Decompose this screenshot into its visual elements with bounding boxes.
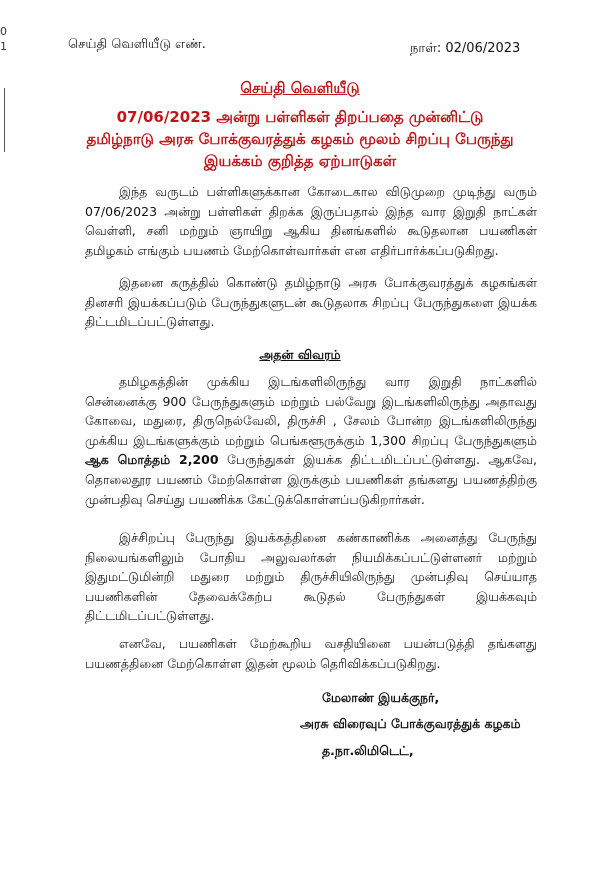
paragraph-3-part-b: பேருந்துகள் இயக்க திட்டமிடப்பட்டுள்ளது. ஆகவே, தொலைதூர பயணம் மேற்கொள்ள இருக்கும் பயணிகள் தங்களது பயணத்திற்கு முன்பதிவு செய்து பயணிக்க கேட்டுக்கொள்ளப்படுகிறார்கள். xyxy=(85,452,537,507)
paragraph-3-total: ஆக மொத்தம் 2,200 xyxy=(85,452,219,468)
document-title xyxy=(0,79,600,99)
edge-fragment: 0 1 xyxy=(0,25,7,53)
paragraph-1: இந்த வருடம் பள்ளிகளுக்கான கோடைகால விடுமுறை முடிந்து வரும் 07/06/2023 அன்று பள்ளிகள் திறக்க இருப்பதால் இந்த வார இறுதி நாட்கள் வெள்ளி, சனி மற்றும் ஞாயிறு ஆகிய தினங்களில் கூடுதலான பயணிகள் தமிழகம் எங்கும் பயணம் மேற்கொள்வார்கள் என எதிர்பார்க்கப்படுகிறது. xyxy=(85,184,537,258)
paragraph-3-part-a: தமிழகத்தின் முக்கிய இடங்களிலிருந்து வார இறுதி நாட்களில் சென்னைக்கு 900 பேருந்துகளும் மற்றும் பல்வேறு இடங்களிலிருந்து அதாவது கோவை, மதுரை, திருநெல்வேலி, திருச்சி , சேலம் போன்ற இடங்களிலிருந்து முக்கிய இடங்களுக்கும் மற்றும் பெங்களூருக்கும் 1,300 சிறப்பு பேருந்துகளும் xyxy=(85,374,537,448)
release-number-label: செய்தி வெளியீடு எண். xyxy=(68,37,206,52)
headline-line-2: தமிழ்நாடு அரசு போக்குவரத்துக் கழகம் மூலம் சிறப்பு பேருந்து xyxy=(86,130,514,148)
signatory-short-name: த.நா.லிமிடெட், xyxy=(322,743,414,758)
paragraph-3 xyxy=(85,372,537,509)
headline-line-3: இயக்கம் குறித்த ஏற்பாடுகள் xyxy=(203,152,397,170)
document-title-text: செய்தி வெளியீடு xyxy=(240,79,360,97)
paragraph-4: இச்சிறப்பு பேருந்து இயக்கத்தினை கண்காணிக்க அனைத்து பேருந்து நிலையங்களிலும் போதிய அலுவலர்கள் நியமிக்கப்பட்டுள்ளனர் மற்றும் இதுமட்டுமின்றி மதுரை மற்றும் திருச்சியிலிருந்து முன்பதிவு செய்யாத பயணிகளின் தேவைக்கேற்ப கூடுதல் பேருந்துகள் இயக்கவும் திட்டமிடப்பட்டுள்ளது. xyxy=(85,530,537,624)
paragraph-5: எனவே, பயணிகள் மேற்கூறிய வசதியினை பயன்படுத்தி தங்களது பயணத்தினை மேற்கொள்ள இதன் மூலம் தெரிவிக்கப்படுகிறது. xyxy=(85,636,537,671)
signatory-organisation: அரசு விரைவுப் போக்குவரத்துக் கழகம் xyxy=(300,716,521,731)
details-subheading-text: அதன் விவரம் xyxy=(259,347,341,362)
release-date: நாள்: 02/06/2023 xyxy=(410,41,521,56)
headline xyxy=(70,106,530,172)
paragraph-2: இதனை கருத்தில் கொண்டு தமிழ்நாடு அரசு போக்குவரத்துக் கழகங்கள் தினசரி இயக்கப்படும் பேருந்துகளுடன் கூடுதலாக சிறப்பு பேருந்துகளை இயக்க திட்டமிடப்பட்டுள்ளது. xyxy=(85,275,537,330)
signatory-designation: மேலாண் இயக்குநர், xyxy=(322,690,440,705)
headline-line-1: 07/06/2023 அன்று பள்ளிகள் திறப்பதை முன்னிட்டு xyxy=(116,108,484,126)
details-subheading xyxy=(0,347,600,364)
